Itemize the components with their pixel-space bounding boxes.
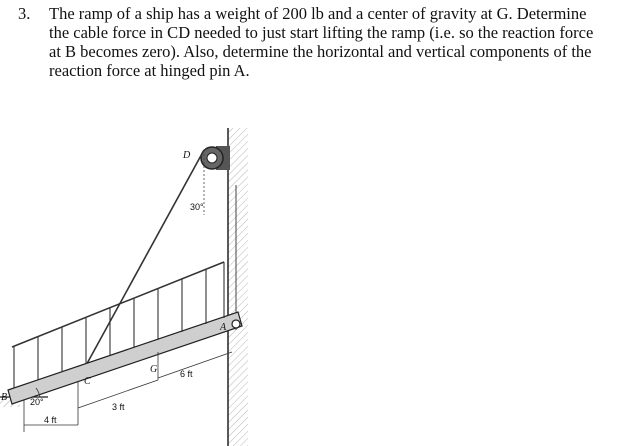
label-angle-ramp: 20° — [30, 397, 44, 407]
problem-line-4: reaction force at hinged pin A. — [49, 61, 250, 80]
label-angle-cable: 30° — [190, 202, 204, 212]
problem-number: 3. — [18, 4, 31, 23]
label-dim-6ft: 6 ft — [180, 369, 193, 379]
problem-line-2: the cable force in CD needed to just start lifting the ramp (i.e. so the reaction force — [49, 23, 594, 42]
label-g: G — [150, 364, 158, 375]
hinge-a — [232, 320, 240, 328]
label-dim-4ft: 4 ft — [44, 415, 57, 425]
label-a: A — [220, 322, 227, 333]
label-d: D — [183, 150, 191, 161]
problem-line-3: at B becomes zero). Also, determine the horizontal and vertical components of the — [49, 42, 592, 61]
pulley-d — [201, 146, 230, 170]
problem-line-1: The ramp of a ship has a weight of 200 lb and a center of gravity at G. Determine — [49, 4, 587, 23]
label-b: B — [1, 392, 8, 403]
label-dim-3ft: 3 ft — [112, 402, 125, 412]
label-c: C — [84, 376, 91, 387]
ship-wall — [228, 128, 248, 446]
ramp — [8, 262, 242, 404]
